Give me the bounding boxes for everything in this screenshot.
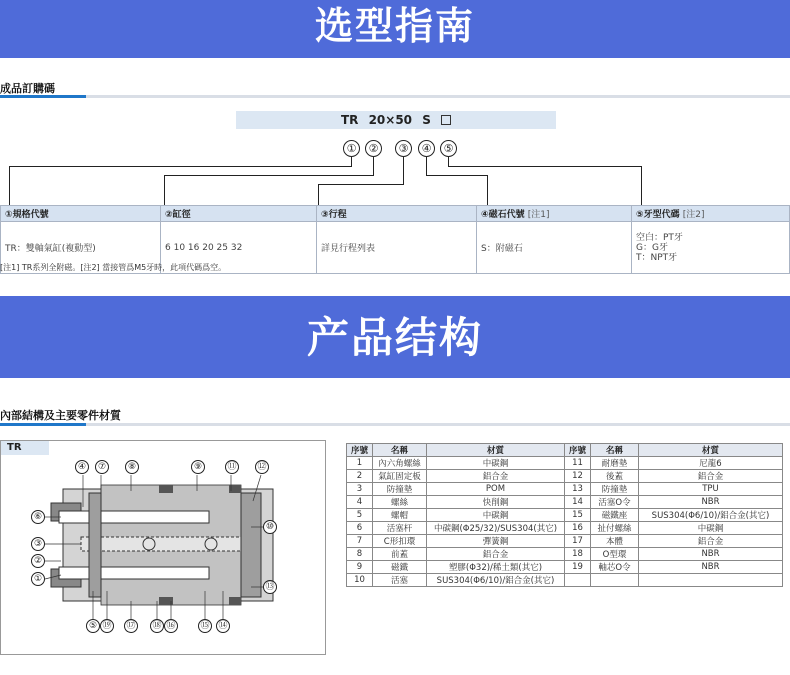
leader-line bbox=[9, 166, 352, 167]
table-cell: 7 bbox=[347, 535, 373, 548]
table-cell: 彈簧鋼 bbox=[427, 535, 565, 548]
structure-diagram bbox=[0, 440, 326, 655]
callout-6: ⑥ bbox=[31, 510, 45, 524]
table-cell: 塑膠(Φ32)/稀土類(其它) bbox=[427, 561, 565, 574]
table-cell: 防撞墊 bbox=[591, 483, 639, 496]
footnote: [注1] TR系列全附磁。[注2] 當接管爲M5牙時，此項代碼爲空。 bbox=[0, 263, 227, 272]
callout-14: ⑭ bbox=[216, 619, 230, 633]
col-thread: ⑤牙型代碼 [注2] bbox=[632, 206, 790, 222]
col-spec: ①規格代號 bbox=[1, 206, 161, 222]
callout-8: ⑧ bbox=[125, 460, 139, 474]
leader-line bbox=[164, 175, 165, 205]
callout-3: ③ bbox=[31, 537, 45, 551]
leader-line bbox=[641, 166, 642, 205]
magnet-cell: S：附磁石 bbox=[477, 222, 632, 274]
table-cell: 17 bbox=[565, 535, 591, 548]
table-row bbox=[347, 483, 783, 496]
leader-line bbox=[403, 157, 404, 185]
callout-19: ⑲ bbox=[100, 619, 114, 633]
table-cell: 中碳鋼 bbox=[427, 457, 565, 470]
table-cell: 氣缸固定板 bbox=[373, 470, 427, 483]
callout-9: ⑨ bbox=[191, 460, 205, 474]
section-rule bbox=[0, 423, 790, 426]
table-cell: 鋁合金 bbox=[639, 470, 783, 483]
order-code-title: 成品訂購碼 bbox=[0, 82, 55, 95]
code-sep: × bbox=[385, 113, 396, 127]
thread-code-box bbox=[441, 115, 451, 125]
col-magnet: ④磁石代號 [注1] bbox=[477, 206, 632, 222]
col-material: 材質 bbox=[639, 444, 783, 457]
col-no: 序號 bbox=[347, 444, 373, 457]
table-cell: 12 bbox=[565, 470, 591, 483]
thread-cell: 空白：PT牙 G：G牙 T：NPT牙 bbox=[632, 222, 790, 274]
table-row bbox=[347, 522, 783, 535]
table-cell: NBR bbox=[639, 548, 783, 561]
table-row bbox=[347, 561, 783, 574]
table-row bbox=[347, 457, 783, 470]
table-cell: TPU bbox=[639, 483, 783, 496]
col-no: 序號 bbox=[565, 444, 591, 457]
table-cell: 螺帽 bbox=[373, 509, 427, 522]
marker-4: ④ bbox=[418, 140, 435, 157]
code-prefix: TR bbox=[340, 113, 359, 127]
callout-5: ⑤ bbox=[86, 619, 100, 633]
code-magnet: S bbox=[422, 113, 431, 127]
code-stroke: 50 bbox=[395, 113, 413, 127]
callout-13: ⑬ bbox=[263, 580, 277, 594]
table-cell: 8 bbox=[347, 548, 373, 561]
marker-3: ③ bbox=[395, 140, 412, 157]
table-cell: 15 bbox=[565, 509, 591, 522]
table-row bbox=[347, 574, 783, 587]
table-cell: 14 bbox=[565, 496, 591, 509]
table-cell bbox=[565, 574, 591, 587]
col-stroke: ③行程 bbox=[317, 206, 477, 222]
table-cell: 4 bbox=[347, 496, 373, 509]
table-cell: 活塞 bbox=[373, 574, 427, 587]
structure-title: 內部結構及主要零件材質 bbox=[0, 409, 121, 422]
leader-line bbox=[318, 184, 319, 205]
table-cell: 19 bbox=[565, 561, 591, 574]
table-cell: 18 bbox=[565, 548, 591, 561]
callout-4: ④ bbox=[75, 460, 89, 474]
table-cell: 本體 bbox=[591, 535, 639, 548]
leader-line bbox=[164, 175, 374, 176]
leader-line bbox=[426, 175, 488, 176]
table-row bbox=[347, 496, 783, 509]
table-cell: 尼龍6 bbox=[639, 457, 783, 470]
order-code-bar bbox=[236, 111, 556, 129]
table-cell bbox=[639, 574, 783, 587]
table-cell: 防撞墊 bbox=[373, 483, 427, 496]
callout-10: ⑩ bbox=[263, 520, 277, 534]
table-cell: 快削鋼 bbox=[427, 496, 565, 509]
callout-1: ① bbox=[31, 572, 45, 586]
callout-12: ⑫ bbox=[255, 460, 269, 474]
bore-cell: 6 10 16 20 25 32 bbox=[161, 222, 317, 274]
table-row bbox=[347, 470, 783, 483]
marker-5: ⑤ bbox=[440, 140, 457, 157]
table-cell: 1 bbox=[347, 457, 373, 470]
leader-line bbox=[318, 184, 404, 185]
table-row bbox=[347, 535, 783, 548]
table-cell: 磁鐵座 bbox=[591, 509, 639, 522]
col-name: 名稱 bbox=[591, 444, 639, 457]
callout-18: ⑱ bbox=[150, 619, 164, 633]
table-cell: 13 bbox=[565, 483, 591, 496]
leader-line bbox=[487, 175, 488, 205]
table-cell: 扯付螺絲 bbox=[591, 522, 639, 535]
table-cell: 後蓋 bbox=[591, 470, 639, 483]
stroke-cell: 詳見行程列表 bbox=[317, 222, 477, 274]
table-row bbox=[347, 548, 783, 561]
table-cell: 16 bbox=[565, 522, 591, 535]
table-cell: 10 bbox=[347, 574, 373, 587]
callout-2: ② bbox=[31, 554, 45, 568]
col-name: 名稱 bbox=[373, 444, 427, 457]
leader-line bbox=[426, 157, 427, 175]
table-cell: 耐磨墊 bbox=[591, 457, 639, 470]
table-cell: NBR bbox=[639, 561, 783, 574]
table-cell bbox=[591, 574, 639, 587]
table-cell: 鋁合金 bbox=[427, 548, 565, 561]
table-cell: 鋁合金 bbox=[427, 470, 565, 483]
marker-2: ② bbox=[365, 140, 382, 157]
structure-banner: 产品结构 bbox=[0, 296, 790, 378]
table-cell: 活塞杆 bbox=[373, 522, 427, 535]
table-cell: 前蓋 bbox=[373, 548, 427, 561]
diagram-label: TR bbox=[1, 441, 49, 455]
table-cell: NBR bbox=[639, 496, 783, 509]
table-cell: 11 bbox=[565, 457, 591, 470]
col-material: 材質 bbox=[427, 444, 565, 457]
table-cell: 3 bbox=[347, 483, 373, 496]
table-cell: 活塞O令 bbox=[591, 496, 639, 509]
section-rule bbox=[0, 95, 790, 98]
callout-11: ⑪ bbox=[225, 460, 239, 474]
table-cell: 中碳鋼 bbox=[427, 509, 565, 522]
table-cell: 5 bbox=[347, 509, 373, 522]
leader-line bbox=[448, 166, 642, 167]
table-cell: SUS304(Φ6/10)/鋁合金(其它) bbox=[427, 574, 565, 587]
table-cell: POM bbox=[427, 483, 565, 496]
table-cell: 9 bbox=[347, 561, 373, 574]
callout-7: ⑦ bbox=[95, 460, 109, 474]
table-cell: 中碳鋼(Φ25/32)/SUS304(其它) bbox=[427, 522, 565, 535]
table-cell: C形扣環 bbox=[373, 535, 427, 548]
callout-15: ⑮ bbox=[198, 619, 212, 633]
table-cell: SUS304(Φ6/10)/鋁合金(其它) bbox=[639, 509, 783, 522]
table-cell: O型環 bbox=[591, 548, 639, 561]
table-cell: 鋁合金 bbox=[639, 535, 783, 548]
table-cell: 螺絲 bbox=[373, 496, 427, 509]
spec-cell: TR：雙軸氣缸(複動型) bbox=[1, 222, 161, 274]
leader-line bbox=[9, 166, 10, 205]
leader-line bbox=[373, 157, 374, 176]
table-cell: 內六角螺絲 bbox=[373, 457, 427, 470]
col-bore: ②缸徑 bbox=[161, 206, 317, 222]
table-cell: 軸芯O令 bbox=[591, 561, 639, 574]
marker-1: ① bbox=[343, 140, 360, 157]
callout-17: ⑰ bbox=[124, 619, 138, 633]
callout-16: ⑯ bbox=[164, 619, 178, 633]
table-cell: 6 bbox=[347, 522, 373, 535]
table-row bbox=[347, 509, 783, 522]
parts-material-table bbox=[346, 443, 783, 587]
guide-banner: 选型指南 bbox=[0, 0, 790, 58]
table-cell: 中碳鋼 bbox=[639, 522, 783, 535]
table-cell: 磁鐵 bbox=[373, 561, 427, 574]
table-cell: 2 bbox=[347, 470, 373, 483]
code-bore: 20 bbox=[368, 113, 386, 127]
